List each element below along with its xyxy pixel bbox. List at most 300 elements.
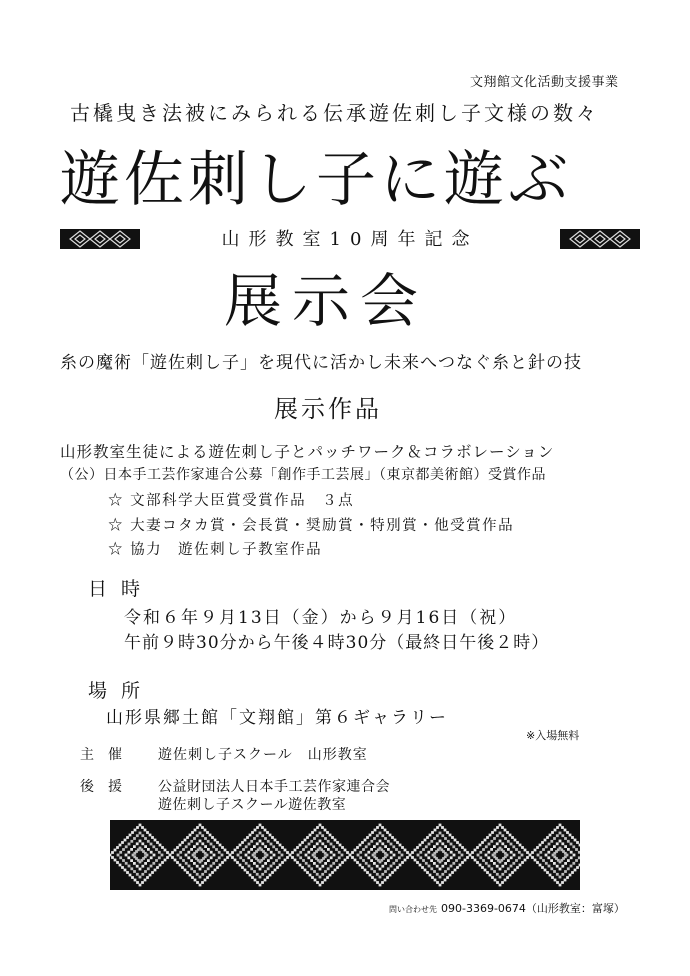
- stitch-dot: [374, 879, 377, 882]
- stitch-dot: [144, 879, 147, 882]
- stitch-dot: [196, 834, 199, 837]
- stitch-dot: [409, 854, 412, 857]
- stitch-dot: [482, 859, 485, 862]
- stitch-dot: [496, 873, 499, 876]
- stitch-dot: [370, 867, 373, 870]
- stitch-dot: [221, 854, 224, 857]
- stitch-dot: [575, 848, 578, 851]
- stitch-dot: [510, 843, 513, 846]
- stitch-dot: [224, 849, 227, 852]
- stitch-dot: [441, 826, 444, 829]
- stitch-dot: [367, 856, 370, 859]
- works-award-source: （公）日本手工芸作家連合公募「創作手工芸展」（東京都美術館）受賞作品: [60, 467, 546, 483]
- stitch-dot: [449, 834, 452, 837]
- stitch-dot: [310, 867, 313, 870]
- stitch-dot: [459, 844, 462, 847]
- stitch-dot: [319, 876, 322, 879]
- stitch-dot: [218, 851, 221, 854]
- stitch-dot: [559, 868, 562, 871]
- stitch-dot: [159, 864, 162, 867]
- stitch-dot: [154, 869, 157, 872]
- stitch-dot: [501, 826, 504, 829]
- stitch-dot: [244, 869, 247, 872]
- stitch-dot: [521, 854, 524, 857]
- stitch-dot: [556, 826, 559, 829]
- stitch-dot: [215, 848, 218, 851]
- stitch-dot: [237, 854, 240, 857]
- stitch-dot: [187, 851, 190, 854]
- stitch-dot: [481, 866, 484, 869]
- stitch-dot: [381, 826, 384, 829]
- stitch-dot: [544, 839, 547, 842]
- stitch-dot: [387, 848, 390, 851]
- stitch-dot: [368, 843, 371, 846]
- stitch-dot: [536, 861, 539, 864]
- stitch-dot: [321, 873, 324, 876]
- stitch-dot: [356, 861, 359, 864]
- stitch-dot: [381, 842, 384, 845]
- stitch-dot: [370, 848, 373, 851]
- stitch-dot: [256, 842, 259, 845]
- stitch-dot: [537, 854, 540, 857]
- stitch-dot: [556, 873, 559, 876]
- stitch-dot: [294, 849, 297, 852]
- stitch-dot: [151, 871, 154, 874]
- stitch-dot: [158, 856, 161, 859]
- stitch-dot: [390, 865, 393, 868]
- stitch-dot: [376, 881, 379, 884]
- stitch-dot: [196, 865, 199, 868]
- stitch-dot: [136, 865, 139, 868]
- anniversary-text: 山形教室10周年記念: [221, 229, 479, 250]
- stitch-dot: [259, 868, 262, 871]
- stitch-dot: [326, 876, 329, 879]
- stitch-dot: [311, 831, 314, 834]
- stitch-dot: [550, 840, 553, 843]
- stitch-dot: [425, 862, 428, 865]
- stitch-dot: [369, 874, 372, 877]
- stitch-dot: [156, 841, 159, 844]
- stitch-dot: [379, 884, 382, 887]
- stitch-dot: [387, 859, 390, 862]
- stitch-dot: [211, 871, 214, 874]
- stitch-dot: [477, 854, 480, 857]
- stitch-dot: [556, 842, 559, 845]
- stitch-dot: [395, 859, 398, 862]
- stitch-dot: [229, 854, 232, 857]
- stitch-dot: [346, 851, 349, 854]
- stitch-dot: [373, 845, 376, 848]
- stitch-dot: [364, 839, 367, 842]
- organizer-text: 遊佐刺し子スクール 山形教室: [158, 747, 368, 763]
- stitch-dot: [439, 868, 442, 871]
- stitch-dot: [496, 842, 499, 845]
- stitch-dot: [191, 876, 194, 879]
- stitch-dot: [330, 851, 333, 854]
- stitch-dot: [150, 851, 153, 854]
- stitch-dot: [179, 864, 182, 867]
- stitch-dot: [149, 834, 152, 837]
- stitch-dot: [559, 832, 562, 835]
- stitch-dot: [196, 826, 199, 829]
- stitch-dot: [216, 866, 219, 869]
- stitch-dot: [551, 831, 554, 834]
- stitch-dot: [561, 865, 564, 868]
- stitch-dot: [512, 845, 515, 848]
- stitch-dot: [146, 831, 149, 834]
- stitch-dot: [379, 868, 382, 871]
- stitch-dot: [110, 854, 111, 857]
- stitch-dot: [321, 865, 324, 868]
- stitch-dot: [571, 836, 574, 839]
- stitch-dot: [204, 862, 207, 865]
- sashiko-textile-image: [110, 820, 580, 890]
- stitch-dot: [496, 826, 499, 829]
- stitch-dot: [574, 839, 577, 842]
- stitch-dot: [377, 848, 380, 851]
- stitch-dot: [493, 870, 496, 873]
- stitch-dot: [419, 856, 422, 859]
- stitch-dot: [245, 862, 248, 865]
- stitch-dot: [504, 870, 507, 873]
- stitch-dot: [479, 864, 482, 867]
- stitch-dot: [544, 869, 547, 872]
- stitch-dot: [214, 839, 217, 842]
- stitch-dot: [190, 840, 193, 843]
- subtitle: 古橇曳き法被にみられる伝承遊佐刺し子文様の数々: [70, 101, 599, 125]
- stitch-dot: [496, 865, 499, 868]
- stitch-dot: [439, 876, 442, 879]
- stitch-dot: [379, 832, 382, 835]
- stitch-dot: [251, 831, 254, 834]
- stitch-dot: [215, 859, 218, 862]
- stitch-dot: [276, 841, 279, 844]
- stitch-dot: [559, 824, 562, 827]
- date-range: 令和６年９月13日（金）から９月16日（祝）: [124, 608, 518, 628]
- stitch-dot: [392, 845, 395, 848]
- stitch-dot: [184, 839, 187, 842]
- stitch-dot: [491, 876, 494, 879]
- stitch-dot: [339, 844, 342, 847]
- anniversary-banner: [60, 225, 640, 253]
- stitch-dot: [499, 868, 502, 871]
- stitch-dot: [299, 856, 302, 859]
- stitch-dot: [130, 848, 133, 851]
- stitch-dot: [576, 866, 579, 869]
- stitch-dot: [425, 845, 428, 848]
- stitch-dot: [490, 867, 493, 870]
- stitch-dot: [136, 826, 139, 829]
- stitch-dot: [179, 851, 182, 854]
- stitch-dot: [490, 859, 493, 862]
- stitch-dot: [499, 832, 502, 835]
- stitch-dot: [154, 839, 157, 842]
- stitch-dot: [469, 854, 472, 857]
- stitch-dot: [570, 843, 573, 846]
- stitch-dot: [182, 859, 185, 862]
- stitch-dot: [316, 865, 319, 868]
- venue-text: 山形県郷土館「文翔館」第６ギャラリー: [106, 708, 448, 728]
- stitch-dot: [273, 854, 276, 857]
- stitch-dot: [171, 851, 174, 854]
- stitch-dot: [296, 846, 299, 849]
- stitch-dot: [250, 848, 253, 851]
- stitch-dot: [319, 832, 322, 835]
- stitch-dot: [547, 851, 550, 854]
- stitch-dot: [496, 881, 499, 884]
- stitch-dot: [359, 856, 362, 859]
- stitch-dot: [259, 832, 262, 835]
- stitch-dot: [569, 834, 572, 837]
- stitch-dot: [509, 834, 512, 837]
- stitch-dot: [216, 841, 219, 844]
- stitch-dot: [487, 851, 490, 854]
- stitch-dot: [422, 859, 425, 862]
- stitch-dot: [539, 851, 542, 854]
- stitch-dot: [504, 879, 507, 882]
- stitch-dot: [201, 834, 204, 837]
- stitch-dot: [134, 879, 137, 882]
- stitch-dot: [572, 845, 575, 848]
- stitch-dot: [128, 843, 131, 846]
- stitch-dot: [579, 864, 580, 867]
- stitch-dot: [207, 867, 210, 870]
- stitch-dot: [542, 848, 545, 851]
- stitch-dot: [207, 840, 210, 843]
- stitch-dot: [333, 854, 336, 857]
- stitch-dot: [193, 862, 196, 865]
- stitch-dot: [404, 859, 407, 862]
- stitch-dot: [365, 862, 368, 865]
- stitch-dot: [336, 841, 339, 844]
- stitch-dot: [281, 861, 284, 864]
- stitch-dot: [542, 859, 545, 862]
- stitch-dot: [174, 849, 177, 852]
- stitch-dot: [141, 842, 144, 845]
- stitch-dot: [365, 845, 368, 848]
- stitch-dot: [261, 865, 264, 868]
- stitch-dot: [501, 834, 504, 837]
- stitch-dot: [512, 862, 515, 865]
- stitch-dot: [272, 862, 275, 865]
- stitch-dot: [499, 824, 502, 827]
- contact-phone: 090-3369-0674（山形教室：富塚）: [441, 902, 625, 915]
- support-org-1: 公益財団法人日本手工芸作家連合会: [158, 779, 390, 795]
- stitch-dot: [321, 881, 324, 884]
- stitch-dot: [501, 842, 504, 845]
- stitch-dot: [417, 854, 420, 857]
- stitch-dot: [524, 849, 527, 852]
- stitch-dot: [439, 824, 442, 827]
- stitch-dot: [136, 842, 139, 845]
- stitch-dot: [219, 844, 222, 847]
- stitch-dot: [134, 829, 137, 832]
- stitch-dot: [335, 848, 338, 851]
- stitch-dot: [114, 859, 117, 862]
- stitch-dot: [564, 870, 567, 873]
- stitch-dot: [574, 869, 577, 872]
- stitch-dot: [439, 840, 442, 843]
- stitch-dot: [324, 862, 327, 865]
- stitch-dot: [146, 876, 149, 879]
- stitch-dot: [556, 865, 559, 868]
- stitch-dot: [366, 836, 369, 839]
- stitch-dot: [576, 841, 579, 844]
- stitch-dot: [526, 851, 529, 854]
- stitch-dot: [161, 846, 164, 849]
- stitch-dot: [376, 865, 379, 868]
- stitch-dot: [392, 862, 395, 865]
- sashiko-band-right: [560, 229, 640, 249]
- stitch-dot: [190, 859, 193, 862]
- stitch-dot: [416, 846, 419, 849]
- main-title: 遊佐刺し子に遊ぶ: [60, 145, 572, 215]
- stitch-dot: [386, 876, 389, 879]
- stitch-dot: [516, 841, 519, 844]
- works-heading: 展示作品: [274, 395, 382, 423]
- stitch-dot: [246, 871, 249, 874]
- stitch-dot: [461, 854, 464, 857]
- stitch-dot: [314, 879, 317, 882]
- stitch-dot: [313, 845, 316, 848]
- stitch-dot: [384, 837, 387, 840]
- stitch-dot: [553, 870, 556, 873]
- stitch-dot: [569, 874, 572, 877]
- stitch-dot: [189, 874, 192, 877]
- stitch-dot: [197, 848, 200, 851]
- stitch-dot: [158, 851, 161, 854]
- works-description: 山形教室生徒による遊佐刺し子とパッチワーク＆コラボレーション: [60, 443, 555, 461]
- stitch-dot: [548, 865, 551, 868]
- stitch-dot: [453, 854, 456, 857]
- stitch-dot: [437, 848, 440, 851]
- support-label: 後援: [80, 779, 136, 795]
- stitch-dot: [136, 873, 139, 876]
- stitch-dot: [247, 856, 250, 859]
- stitch-dot: [579, 844, 580, 847]
- stitch-dot: [210, 843, 213, 846]
- stitch-dot: [335, 859, 338, 862]
- stitch-dot: [186, 836, 189, 839]
- stitch-dot: [185, 845, 188, 848]
- date-heading: 日時: [88, 578, 155, 600]
- stitch-dot: [131, 831, 134, 834]
- stitch-dot: [541, 866, 544, 869]
- stitch-dot: [274, 839, 277, 842]
- stitch-dot: [164, 849, 167, 852]
- stitch-dot: [373, 862, 376, 865]
- stitch-dot: [130, 859, 133, 862]
- stitch-dot: [309, 874, 312, 877]
- stitch-dot: [124, 869, 127, 872]
- stitch-dot: [331, 836, 334, 839]
- stitch-dot: [239, 844, 242, 847]
- stitch-dot: [199, 824, 202, 827]
- stitch-dot: [351, 856, 354, 859]
- stitch-dot: [116, 861, 119, 864]
- stitch-dot: [381, 881, 384, 884]
- stitch-dot: [371, 876, 374, 879]
- stitch-dot: [444, 845, 447, 848]
- stitch-dot: [515, 859, 518, 862]
- stitch-dot: [506, 876, 509, 879]
- stitch-dot: [316, 842, 319, 845]
- stitch-dot: [488, 865, 491, 868]
- stitch-dot: [384, 870, 387, 873]
- stitch-dot: [559, 876, 562, 879]
- stitch-dot: [390, 843, 393, 846]
- stitch-dot: [539, 856, 542, 859]
- stitch-dot: [331, 871, 334, 874]
- stitch-dot: [571, 871, 574, 874]
- stitch-dot: [518, 851, 521, 854]
- stitch-dot: [261, 881, 264, 884]
- stitch-dot: [261, 842, 264, 845]
- stitch-dot: [554, 879, 557, 882]
- stitch-dot: [204, 870, 207, 873]
- stitch-dot: [458, 851, 461, 854]
- stitch-dot: [369, 834, 372, 837]
- stitch-dot: [567, 867, 570, 870]
- stitch-dot: [111, 851, 114, 854]
- stitch-dot: [190, 848, 193, 851]
- stitch-dot: [270, 865, 273, 868]
- stitch-dot: [429, 834, 432, 837]
- stitch-dot: [573, 854, 576, 857]
- stitch-dot: [374, 829, 377, 832]
- stitch-dot: [242, 859, 245, 862]
- stitch-dot: [239, 851, 242, 854]
- stitch-dot: [161, 854, 164, 857]
- stitch-dot: [250, 867, 253, 870]
- stitch-dot: [150, 865, 153, 868]
- stitch-dot: [433, 870, 436, 873]
- stitch-dot: [545, 845, 548, 848]
- stitch-dot: [370, 840, 373, 843]
- stitch-dot: [507, 840, 510, 843]
- stitch-dot: [567, 848, 570, 851]
- stitch-dot: [450, 865, 453, 868]
- stitch-dot: [144, 845, 147, 848]
- stitch-dot: [526, 856, 529, 859]
- stitch-dot: [489, 874, 492, 877]
- stitch-dot: [362, 848, 365, 851]
- stitch-dot: [139, 832, 142, 835]
- stitch-dot: [334, 869, 337, 872]
- stitch-dot: [466, 856, 469, 859]
- stitch-dot: [119, 864, 122, 867]
- stitch-dot: [452, 845, 455, 848]
- stitch-dot: [398, 856, 401, 859]
- stitch-dot: [575, 859, 578, 862]
- stitch-dot: [428, 865, 431, 868]
- stitch-dot: [301, 841, 304, 844]
- stitch-dot: [199, 876, 202, 879]
- stitch-dot: [270, 843, 273, 846]
- stitch-dot: [566, 831, 569, 834]
- stitch-dot: [264, 879, 267, 882]
- contact-label: 問い合わせ先: [389, 905, 437, 914]
- stitch-dot: [444, 837, 447, 840]
- stitch-dot: [211, 836, 214, 839]
- stitch-dot: [564, 829, 567, 832]
- stitch-dot: [381, 834, 384, 837]
- stitch-dot: [212, 845, 215, 848]
- stitch-dot: [324, 829, 327, 832]
- stitch-dot: [431, 876, 434, 879]
- stitch-dot: [125, 845, 128, 848]
- stitch-dot: [308, 843, 311, 846]
